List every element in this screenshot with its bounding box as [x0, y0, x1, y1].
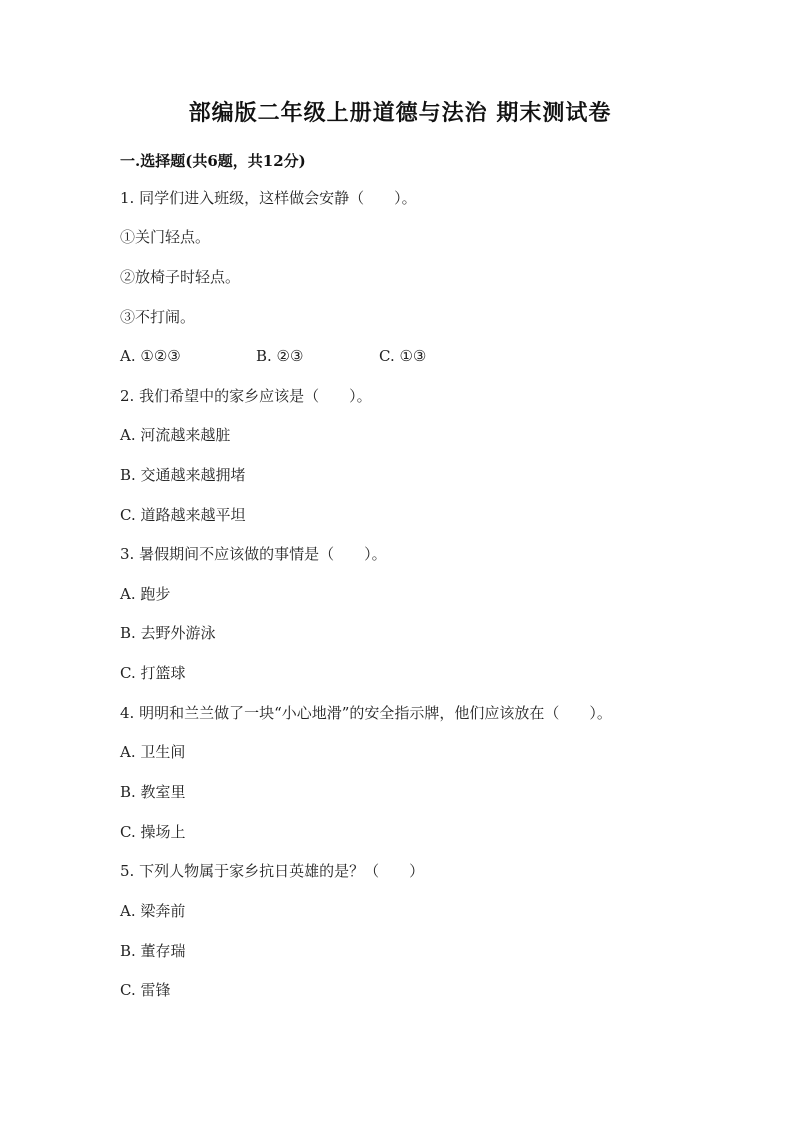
question-1-item: ①关门轻点。 [120, 228, 211, 246]
question-5-option-a: A. 梁奔前 [120, 902, 186, 920]
question-4-option-b: B. 教室里 [120, 783, 186, 801]
question-1-option-b: B. ②③ [256, 347, 304, 365]
question-1-item: ②放椅子时轻点。 [120, 268, 241, 286]
question-2-option-a: A. 河流越来越脏 [120, 426, 231, 444]
question-1-option-c: C. ①③ [379, 347, 427, 365]
question-3-option-a: A. 跑步 [120, 585, 171, 603]
question-3-stem: 3. 暑假期间不应该做的事情是（ ）。 [120, 545, 387, 563]
question-5-option-b: B. 董存瑞 [120, 942, 186, 960]
question-2-option-b: B. 交通越来越拥堵 [120, 466, 246, 484]
question-1-option-a: A. ①②③ [120, 347, 181, 365]
question-4-stem: 4. 明明和兰兰做了一块“小心地滑”的安全指示牌，他们应该放在（ ）。 [120, 704, 612, 722]
question-2-option-c: C. 道路越来越平坦 [120, 506, 246, 524]
question-1-stem: 1. 同学们进入班级，这样做会安静（ ）。 [120, 189, 417, 207]
question-1-item: ③不打闹。 [120, 308, 196, 326]
question-3-option-b: B. 去野外游泳 [120, 624, 216, 642]
page-title: 部编版二年级上册道德与法治 期末测试卷 [188, 100, 612, 126]
question-2-stem: 2. 我们希望中的家乡应该是（ ）。 [120, 387, 372, 405]
question-4-option-a: A. 卫生间 [120, 743, 186, 761]
question-5-option-c: C. 雷锋 [120, 981, 171, 999]
question-3-option-c: C. 打篮球 [120, 664, 186, 682]
section-heading: 一.选择题(共6题，共12分) [120, 152, 306, 170]
question-5-stem: 5. 下列人物属于家乡抗日英雄的是？（ ） [120, 862, 425, 880]
question-4-option-c: C. 操场上 [120, 823, 186, 841]
